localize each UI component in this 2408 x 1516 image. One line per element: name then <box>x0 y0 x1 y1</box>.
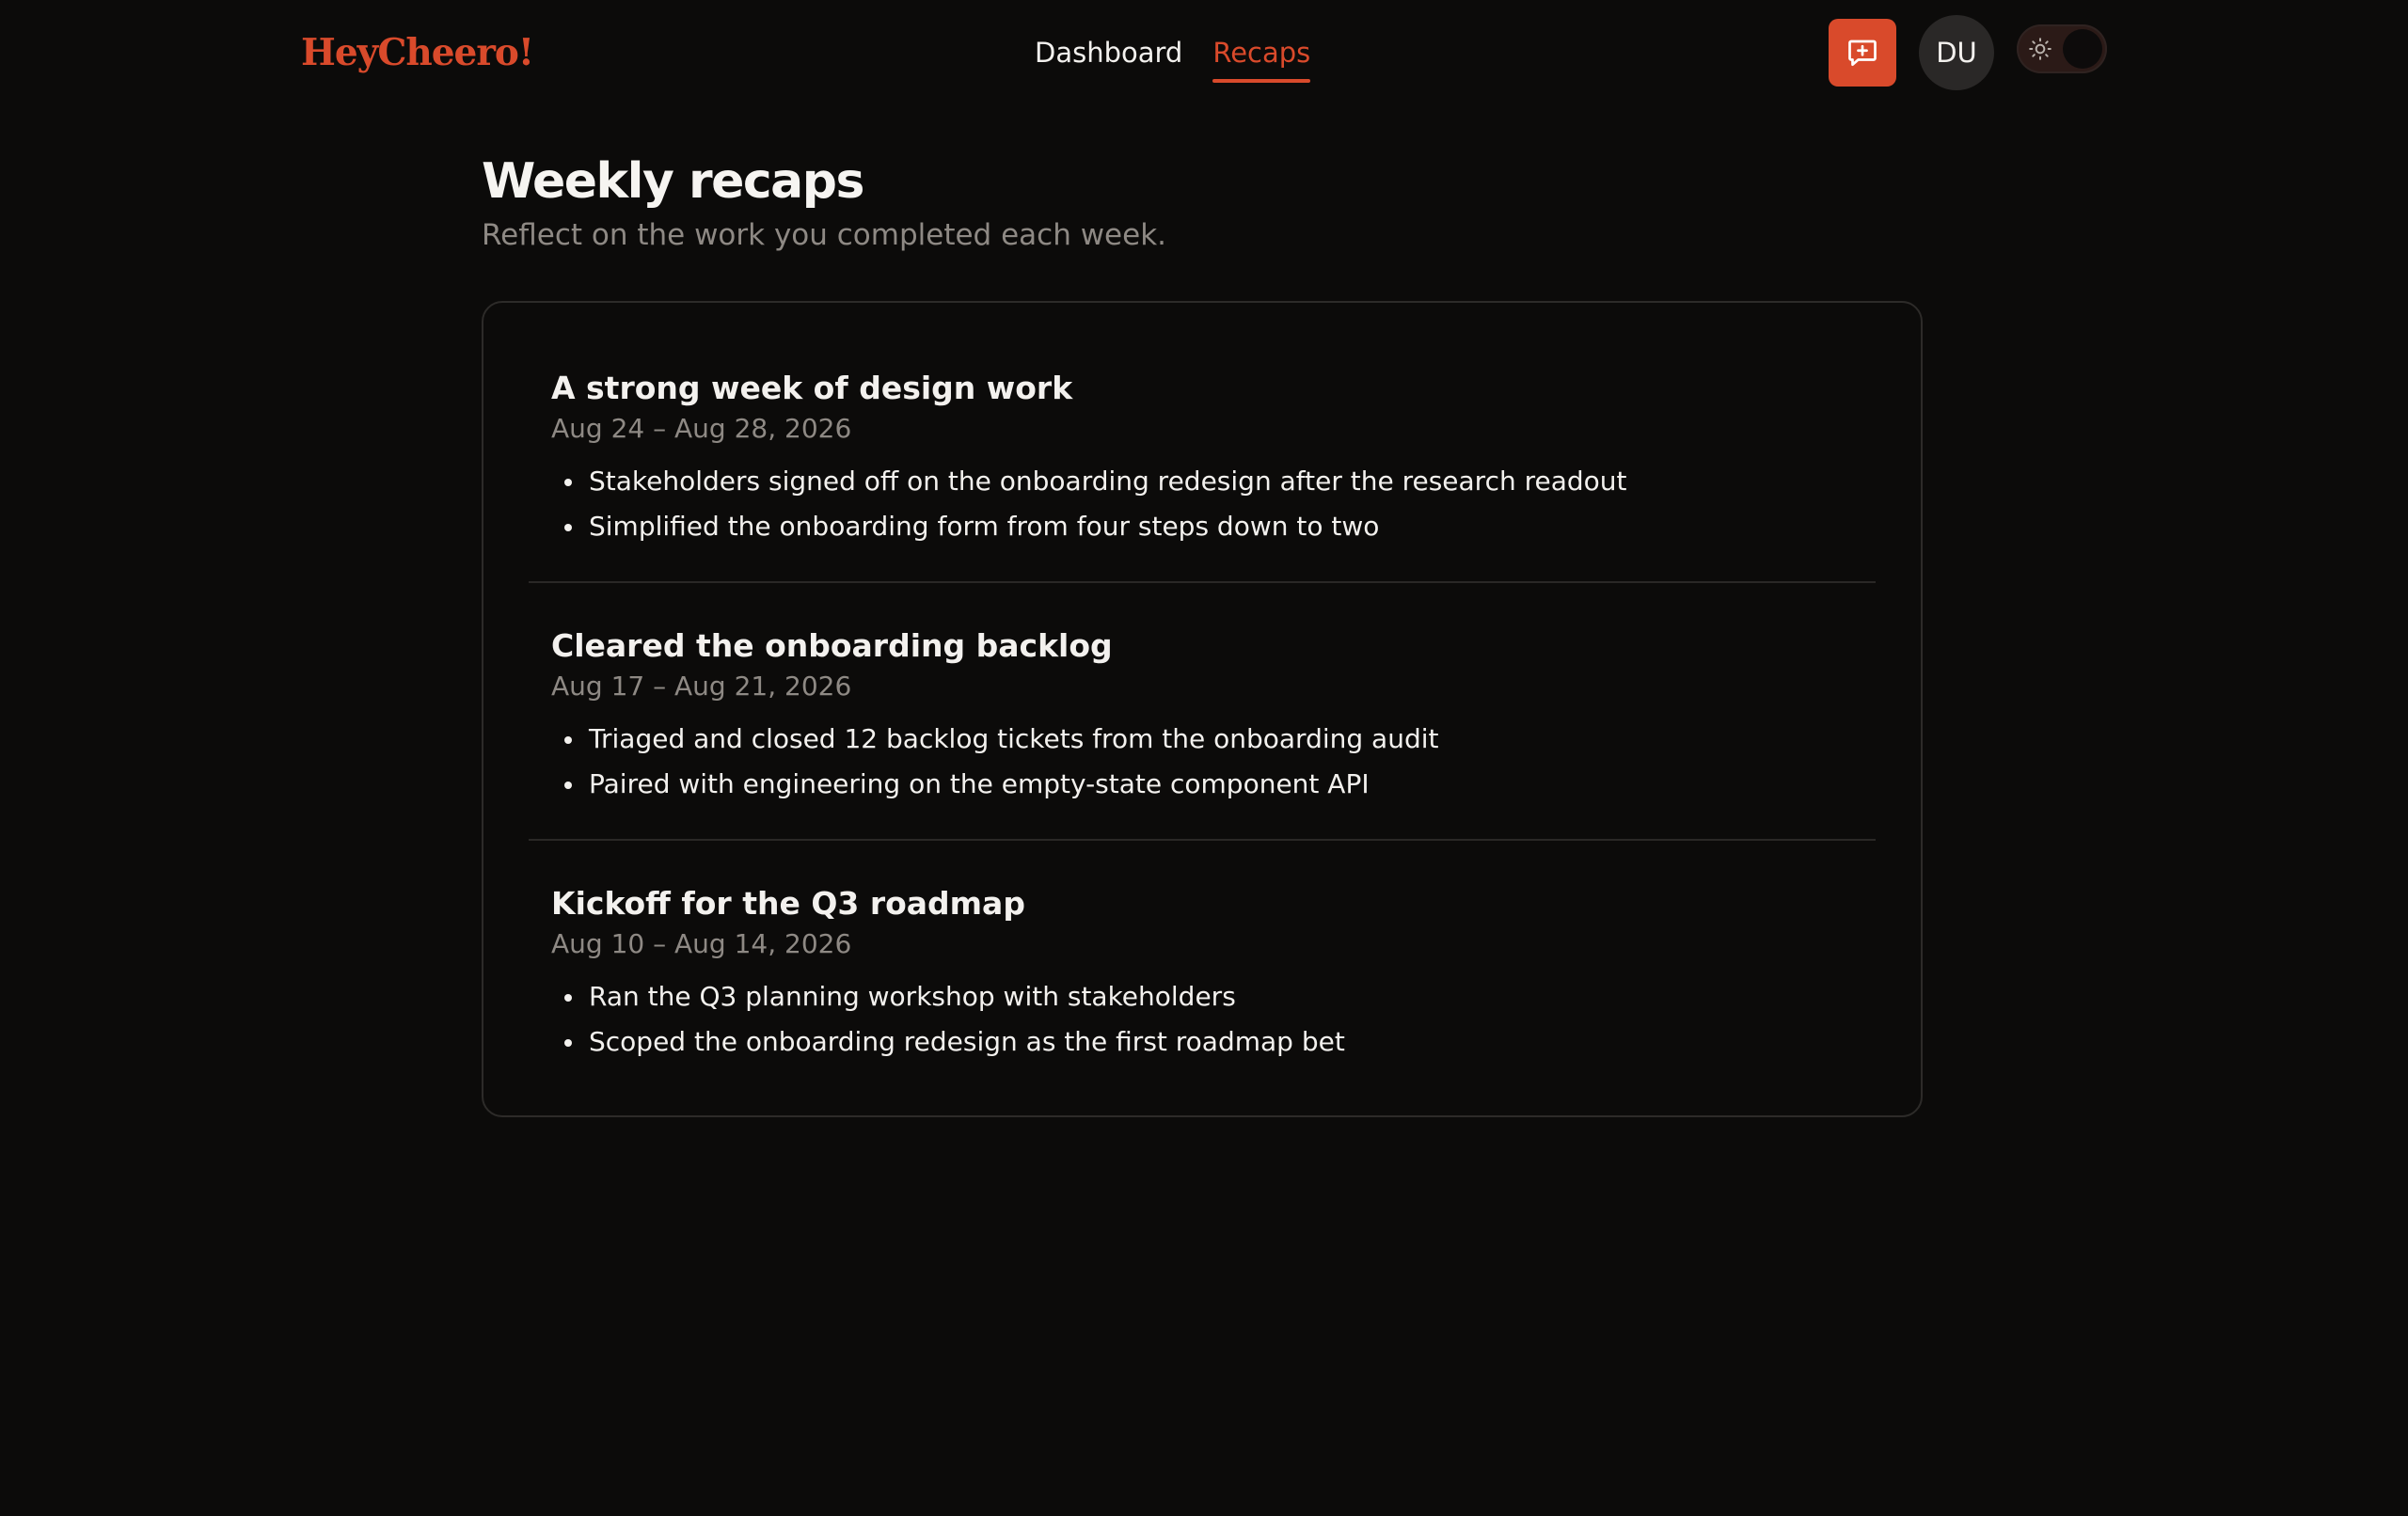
recap-entry <box>529 882 1876 1065</box>
recap-divider <box>529 839 1876 841</box>
app-logo[interactable]: HeyCheero! <box>301 31 534 74</box>
nav-dashboard[interactable]: Dashboard <box>1035 37 1183 69</box>
recap-items <box>529 974 1876 1065</box>
recap-entry <box>529 367 1876 549</box>
theme-toggle[interactable] <box>2017 24 2107 73</box>
recap-items <box>529 717 1876 807</box>
top-bar <box>0 0 2408 105</box>
recap-items <box>529 459 1876 549</box>
sun-icon <box>2028 37 2052 61</box>
recap-item: Stakeholders signed off on the onboarding redesign after the research readout <box>551 459 1876 504</box>
recap-item: Ran the Q3 planning workshop with stakeholders <box>551 974 1876 1019</box>
nav-recaps[interactable]: Recaps <box>1212 32 1310 77</box>
recap-title: A strong week of design work <box>551 370 1073 406</box>
recap-divider <box>529 581 1876 583</box>
recap-item: Triaged and closed 12 backlog tickets from the onboarding audit <box>551 717 1876 762</box>
recap-item: Simplified the onboarding form from four steps down to two <box>551 504 1876 549</box>
page-subtitle: Reflect on the work you completed each week. <box>482 218 1167 252</box>
feedback-button[interactable] <box>1829 19 1896 87</box>
recap-date: Aug 17 – Aug 21, 2026 <box>551 671 852 702</box>
recap-date: Aug 10 – Aug 14, 2026 <box>551 928 852 959</box>
message-plus-icon <box>1846 36 1879 70</box>
toggle-knob <box>2063 29 2102 69</box>
page-title: Weekly recaps <box>482 153 863 210</box>
page-heading <box>482 150 1166 256</box>
main-nav <box>1035 32 1310 77</box>
recap-item: Paired with engineering on the empty-state component API <box>551 762 1876 807</box>
recap-title: Cleared the onboarding backlog <box>551 627 1113 664</box>
recap-date: Aug 24 – Aug 28, 2026 <box>551 413 852 444</box>
user-avatar[interactable]: DU <box>1919 15 1994 90</box>
recaps-card <box>482 301 1923 1117</box>
recap-entry <box>529 624 1876 807</box>
recap-item: Scoped the onboarding redesign as the first roadmap bet <box>551 1019 1876 1065</box>
recap-title: Kickoff for the Q3 roadmap <box>551 885 1025 922</box>
